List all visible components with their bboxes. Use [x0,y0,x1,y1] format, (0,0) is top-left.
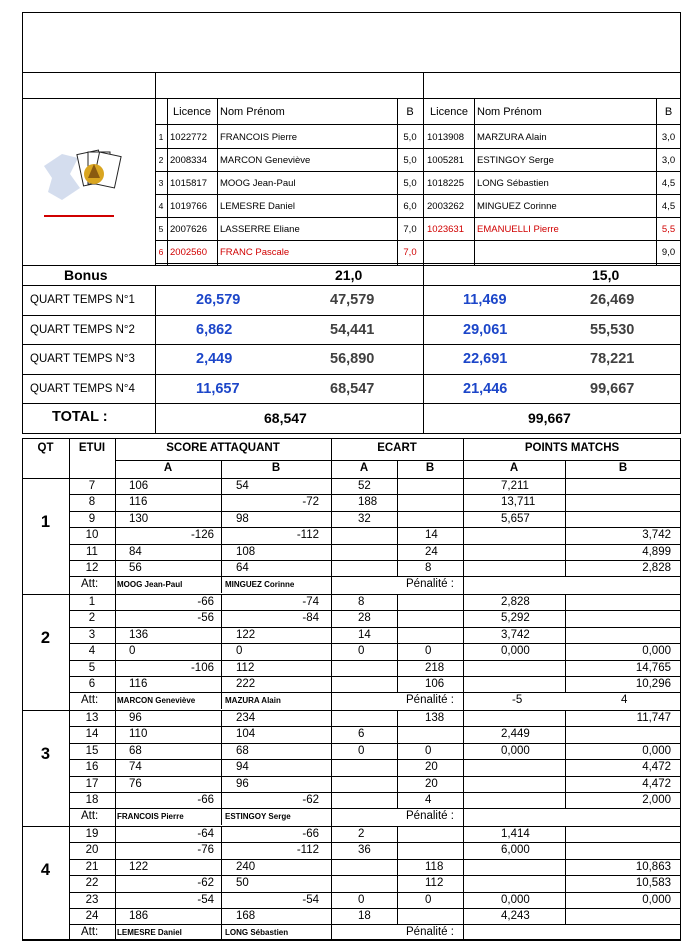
ecart-b: 0 [425,645,432,658]
score-b: 104 [236,728,256,741]
rule [69,576,681,577]
quarter-score-a: 26,579 [196,292,241,308]
total-label: TOTAL : [52,409,108,425]
ecart-b: 20 [425,777,438,790]
rule [69,924,681,925]
quarter-cumul-b: 78,221 [590,351,635,367]
points-a-header: A [509,462,519,474]
rule [397,478,398,576]
rule [155,315,156,345]
ecart-b: 112 [425,877,444,890]
player-name-b: LONG Sébastien [477,178,549,189]
quarter-score-b: 11,469 [463,292,507,308]
rule [155,263,681,264]
score-a: 74 [129,761,142,774]
rule [565,478,566,576]
rule [155,124,681,125]
licence-b: 1018225 [427,178,464,189]
ecart-b: 24 [425,545,438,558]
ecart-b: 20 [425,761,438,774]
att-label: Att: [81,578,99,591]
penalite-label: Pénalité : [406,810,454,823]
quarter-score-a: 2,449 [196,351,233,367]
total-a: 68,547 [264,410,307,426]
quarter-label: QUART TEMPS N°2 [30,323,135,336]
att-player-b: MAZURA Alain [225,696,281,706]
bonus-b: 15,0 [592,267,620,283]
penalite-b: 4 [621,694,628,707]
handicap-a: 7,0 [403,247,417,258]
quarter-cumul-b: 99,667 [590,380,635,397]
ecart-a: 2 [358,828,365,840]
penalite-a: -5 [512,694,523,707]
score-b: 68 [236,744,249,757]
points-b: 11,747 [636,712,671,724]
b-header-b: B [664,106,673,118]
qt-header: QT [37,442,54,454]
points-b: 10,863 [635,860,671,873]
ecart-a: 52 [358,480,371,492]
ecart-b: 0 [425,744,432,757]
player-name-a: FRANC Pascale [220,247,290,258]
score-a: 0 [129,645,136,658]
total-b: 99,667 [528,410,571,426]
score-a: -66 [197,596,214,608]
rule [22,940,681,941]
score-a-header: A [163,462,173,474]
rule [69,544,681,545]
rule [22,826,681,827]
quarter-label: QUART TEMPS N°1 [30,294,135,306]
quarter-score-a: 11,657 [196,380,240,397]
rule [565,594,566,692]
ecart-b: 0 [425,893,432,906]
etui-number: 2 [88,612,96,625]
ecart-a: 18 [358,910,371,922]
licence-a: 2002560 [170,247,207,258]
player-name-b: MINGUEZ Corinne [477,201,557,212]
ecart-a: 0 [358,744,365,757]
ecart-a: 0 [358,893,365,906]
rule [22,315,681,316]
quarter-cumul-a: 54,441 [330,321,375,338]
rule [155,344,156,374]
etui-number: 11 [86,545,98,558]
score-a: 68 [129,744,142,757]
player-name-a: MARCON Geneviève [220,155,311,166]
rule [155,217,681,218]
points-a: 7,211 [501,480,529,492]
score-a: 110 [129,728,148,741]
score-b: 222 [236,678,256,690]
score-b: 108 [236,545,256,558]
score-a: -54 [197,893,214,906]
rule [69,610,681,611]
player-name-b: MARZURA Alain [477,132,547,143]
points-a: 2,828 [501,596,530,608]
score-a: -76 [197,844,214,857]
licence-header-b: Licence [430,106,468,118]
etui-number: 21 [85,860,99,873]
rule [155,148,681,149]
licence-a: 2007626 [170,224,207,235]
rule [69,842,681,843]
bonus-label: Bonus [64,267,108,283]
score-b: -112 [296,844,319,857]
ecart-a: 188 [358,496,378,509]
rule [155,171,681,172]
points-b: 4,899 [642,545,671,558]
att-label: Att: [81,810,99,823]
rule [69,527,681,528]
roster-num: 4 [158,201,164,211]
rule [155,240,681,241]
etui-number: 15 [85,744,99,757]
rule [69,560,681,561]
score-b: 112 [236,661,255,674]
rule [22,285,681,286]
etui-number: 24 [85,910,99,922]
score-b: 54 [236,480,249,492]
points-a: 0,000 [501,893,530,906]
rule [22,265,681,266]
rule [22,344,681,345]
licence-b: 1005281 [427,155,464,166]
score-b: -72 [302,496,319,509]
quarter-number: 1 [40,513,51,531]
etui-number: 8 [88,496,96,509]
rule [22,374,681,375]
rule [115,438,116,940]
points-a: 3,742 [501,628,530,641]
etui-number: 18 [85,794,99,806]
score-a: -106 [190,661,214,674]
quarter-number: 3 [40,745,51,763]
roster-num: 2 [158,155,164,165]
rule [69,676,681,677]
player-name-a: LASSERRE Eliane [220,224,300,235]
score-b: -84 [302,612,319,625]
rule [69,892,681,893]
rule [69,743,681,744]
score-b: 64 [236,562,249,574]
licence-a: 1022772 [170,132,207,143]
ecart-a: 32 [358,512,371,525]
top-frame [22,12,681,434]
quarter-score-b: 29,061 [463,321,508,338]
score-b: -54 [302,893,319,906]
ecart-b: 8 [425,562,432,574]
score-a: 116 [129,678,148,690]
score-header: SCORE ATTAQUANT [166,442,280,454]
etui-number: 3 [88,628,96,641]
score-a: 56 [129,562,142,574]
etui-number: 6 [88,678,96,690]
score-b: 94 [236,761,249,774]
rule [69,643,681,644]
quarter-cumul-a: 56,890 [330,351,375,367]
name-header-a: Nom Prénom [220,106,285,118]
points-b-header: B [618,462,628,474]
licence-b: 1013908 [427,132,464,143]
ecart-a: 14 [358,628,371,641]
handicap-b: 4,5 [661,178,676,189]
rule [155,194,681,195]
score-a: 96 [129,712,142,724]
score-a: -62 [197,877,214,890]
points-b: 4,472 [642,777,671,790]
roster-num: 1 [158,132,164,142]
rule [397,826,398,924]
score-a: 106 [129,480,149,492]
licence-a: 2008334 [170,155,207,166]
quarter-score-b: 22,691 [463,351,508,367]
handicap-a: 5,0 [403,132,417,143]
score-b: 240 [236,860,256,873]
etui-number: 5 [88,661,96,674]
rule [69,808,681,809]
points-a: 6,000 [501,844,530,857]
penalite-label: Pénalité : [406,578,454,591]
quarter-number: 2 [40,629,51,647]
att-player-a: MARCON Geneviève [117,696,196,706]
score-a: 84 [129,545,142,558]
att-label: Att: [81,926,99,939]
points-b: 0,000 [642,645,671,658]
att-player-b: LONG Sébastien [225,928,289,938]
att-player-a: MOOG Jean-Paul [117,580,183,590]
rule [155,403,156,434]
licence-header-a: Licence [173,106,211,118]
quarter-number: 4 [40,861,51,879]
rule [69,627,681,628]
rule [69,859,681,860]
ecart-b: 218 [425,661,445,674]
ecart-a: 36 [358,844,371,857]
quarter-cumul-a: 68,547 [330,380,375,397]
ecart-b: 138 [425,712,445,724]
rule [155,374,156,404]
score-b: 50 [236,877,249,890]
points-a: 2,449 [501,728,530,741]
player-name-a: MOOG Jean-Paul [220,178,296,189]
penalite-label: Pénalité : [406,926,454,939]
rule [221,826,222,941]
quarter-cumul-a: 47,579 [330,292,375,308]
handicap-b: 3,0 [661,132,676,143]
rule [115,460,681,461]
score-a: 186 [129,910,149,922]
rule [69,726,681,727]
quarter-label: QUART TEMPS N°3 [30,353,135,365]
score-a: -64 [197,828,214,840]
handicap-a: 5,0 [403,155,417,166]
etui-number: 13 [85,712,99,724]
ecart-a-header: A [359,462,369,474]
licence-b: 1023631 [427,224,464,235]
quarter-label: QUART TEMPS N°4 [30,382,135,395]
handicap-a: 7,0 [403,224,417,235]
points-b: 3,742 [642,529,671,542]
penalite-label: Pénalité : [406,694,454,707]
points-b: 2,000 [642,794,671,806]
points-b: 14,765 [635,661,671,674]
ecart-b: 118 [425,860,444,873]
ecart-b-header: B [425,462,435,474]
score-b: 122 [236,628,256,641]
rule [22,478,681,479]
points-a: 4,243 [501,910,530,922]
ecart-b: 4 [425,794,432,806]
score-a: -66 [197,794,214,806]
score-a: 116 [129,496,148,509]
points-b: 0,000 [642,744,671,757]
quarter-cumul-b: 55,530 [590,321,635,338]
etui-number: 20 [85,844,99,857]
rule [397,594,398,692]
score-b: -112 [296,529,319,542]
points-a: 1,414 [501,828,530,840]
etui-number: 19 [85,828,99,840]
handicap-b: 3,0 [661,155,676,166]
score-b: 234 [236,712,256,724]
rule [22,403,681,404]
att-player-b: MINGUEZ Corinne [225,580,295,590]
player-name-a: FRANCOIS Pierre [220,132,298,143]
points-b: 2,828 [642,562,671,574]
etui-number: 1 [88,596,96,608]
ecart-a: 0 [358,645,365,658]
rule [463,438,464,940]
licence-a: 1015817 [170,178,207,189]
player-name-b: ESTINGOY Serge [477,155,554,166]
rule [565,710,566,808]
score-a: 136 [129,628,149,641]
rule [69,511,681,512]
etui-number: 17 [85,777,99,790]
quarter-cumul-b: 26,469 [590,292,635,308]
rule [423,265,424,434]
rule [221,594,222,709]
points-header: POINTS MATCHS [524,442,620,454]
etui-number: 4 [88,645,96,658]
rule [69,875,681,876]
roster-num: 6 [158,247,164,257]
etui-number: 9 [88,512,96,525]
points-b: 0,000 [642,893,671,906]
points-b: 10,583 [635,877,671,890]
att-label: Att: [81,694,99,707]
score-b: -62 [302,794,319,806]
score-b: 0 [236,645,243,658]
rule [69,494,681,495]
roster-num: 3 [158,178,164,188]
points-a: 0,000 [501,744,530,757]
handicap-a: 5,0 [403,178,417,189]
rule [565,826,566,924]
ecart-b: 106 [425,678,445,690]
roster-num: 5 [158,224,164,234]
rule [331,438,332,940]
quarter-score-b: 21,446 [463,380,508,397]
rule [397,710,398,808]
score-a: -56 [197,612,214,625]
etui-number: 10 [85,529,99,542]
score-a: -126 [190,529,214,542]
etui-number: 12 [85,562,99,574]
name-header-b: Nom Prénom [477,106,542,118]
handicap-b: 5,5 [661,224,676,235]
etui-number: 23 [85,893,99,906]
score-b: 96 [236,777,249,790]
ecart-header: ECART [377,442,417,454]
ecart-a: 8 [358,596,365,608]
rule [221,710,222,825]
ecart-b: 14 [425,529,438,542]
rule [69,660,681,661]
rule [69,792,681,793]
points-a: 5,292 [501,612,530,625]
rule [22,710,681,711]
etui-header: ETUI [78,442,106,454]
b-header-a: B [406,106,414,118]
quarter-score-a: 6,862 [196,321,233,338]
ffct-logo-cards-icon [40,148,122,220]
rule [221,478,222,593]
points-a: 5,657 [501,512,530,525]
points-b: 4,472 [642,761,671,774]
score-b: -66 [302,828,319,840]
rule [69,692,681,693]
licence-a: 1019766 [170,201,207,212]
score-b-header: B [271,462,281,474]
licence-b: 2003262 [427,201,464,212]
score-b: 98 [236,512,249,525]
att-player-a: FRANCOIS Pierre [117,812,184,822]
att-player-a: LEMESRE Daniel [117,928,182,938]
score-a: 130 [129,512,149,525]
etui-number: 22 [85,877,99,890]
rule [69,759,681,760]
player-name-a: LEMESRE Daniel [220,201,295,212]
rule [155,285,156,315]
rule [423,72,424,265]
points-a: 0,000 [501,645,530,658]
etui-number: 7 [88,480,96,492]
etui-number: 16 [85,761,99,774]
score-a: 76 [129,777,142,790]
handicap-a: 6,0 [403,201,417,212]
score-b: 168 [236,910,256,922]
player-name-b: EMANUELLI Pierre [477,224,559,235]
ecart-a: 6 [358,728,365,741]
handicap-b: 9,0 [661,247,676,258]
points-b: 10,296 [635,678,671,690]
handicap-b: 4,5 [661,201,676,212]
rule [22,594,681,595]
etui-number: 14 [85,728,99,741]
att-player-b: ESTINGOY Serge [225,812,291,822]
score-b: -74 [302,596,319,608]
points-a: 13,711 [501,496,536,509]
ecart-a: 28 [358,612,371,625]
bonus-a: 21,0 [335,267,363,283]
rule [69,776,681,777]
rule [69,908,681,909]
score-a: 122 [129,860,149,873]
